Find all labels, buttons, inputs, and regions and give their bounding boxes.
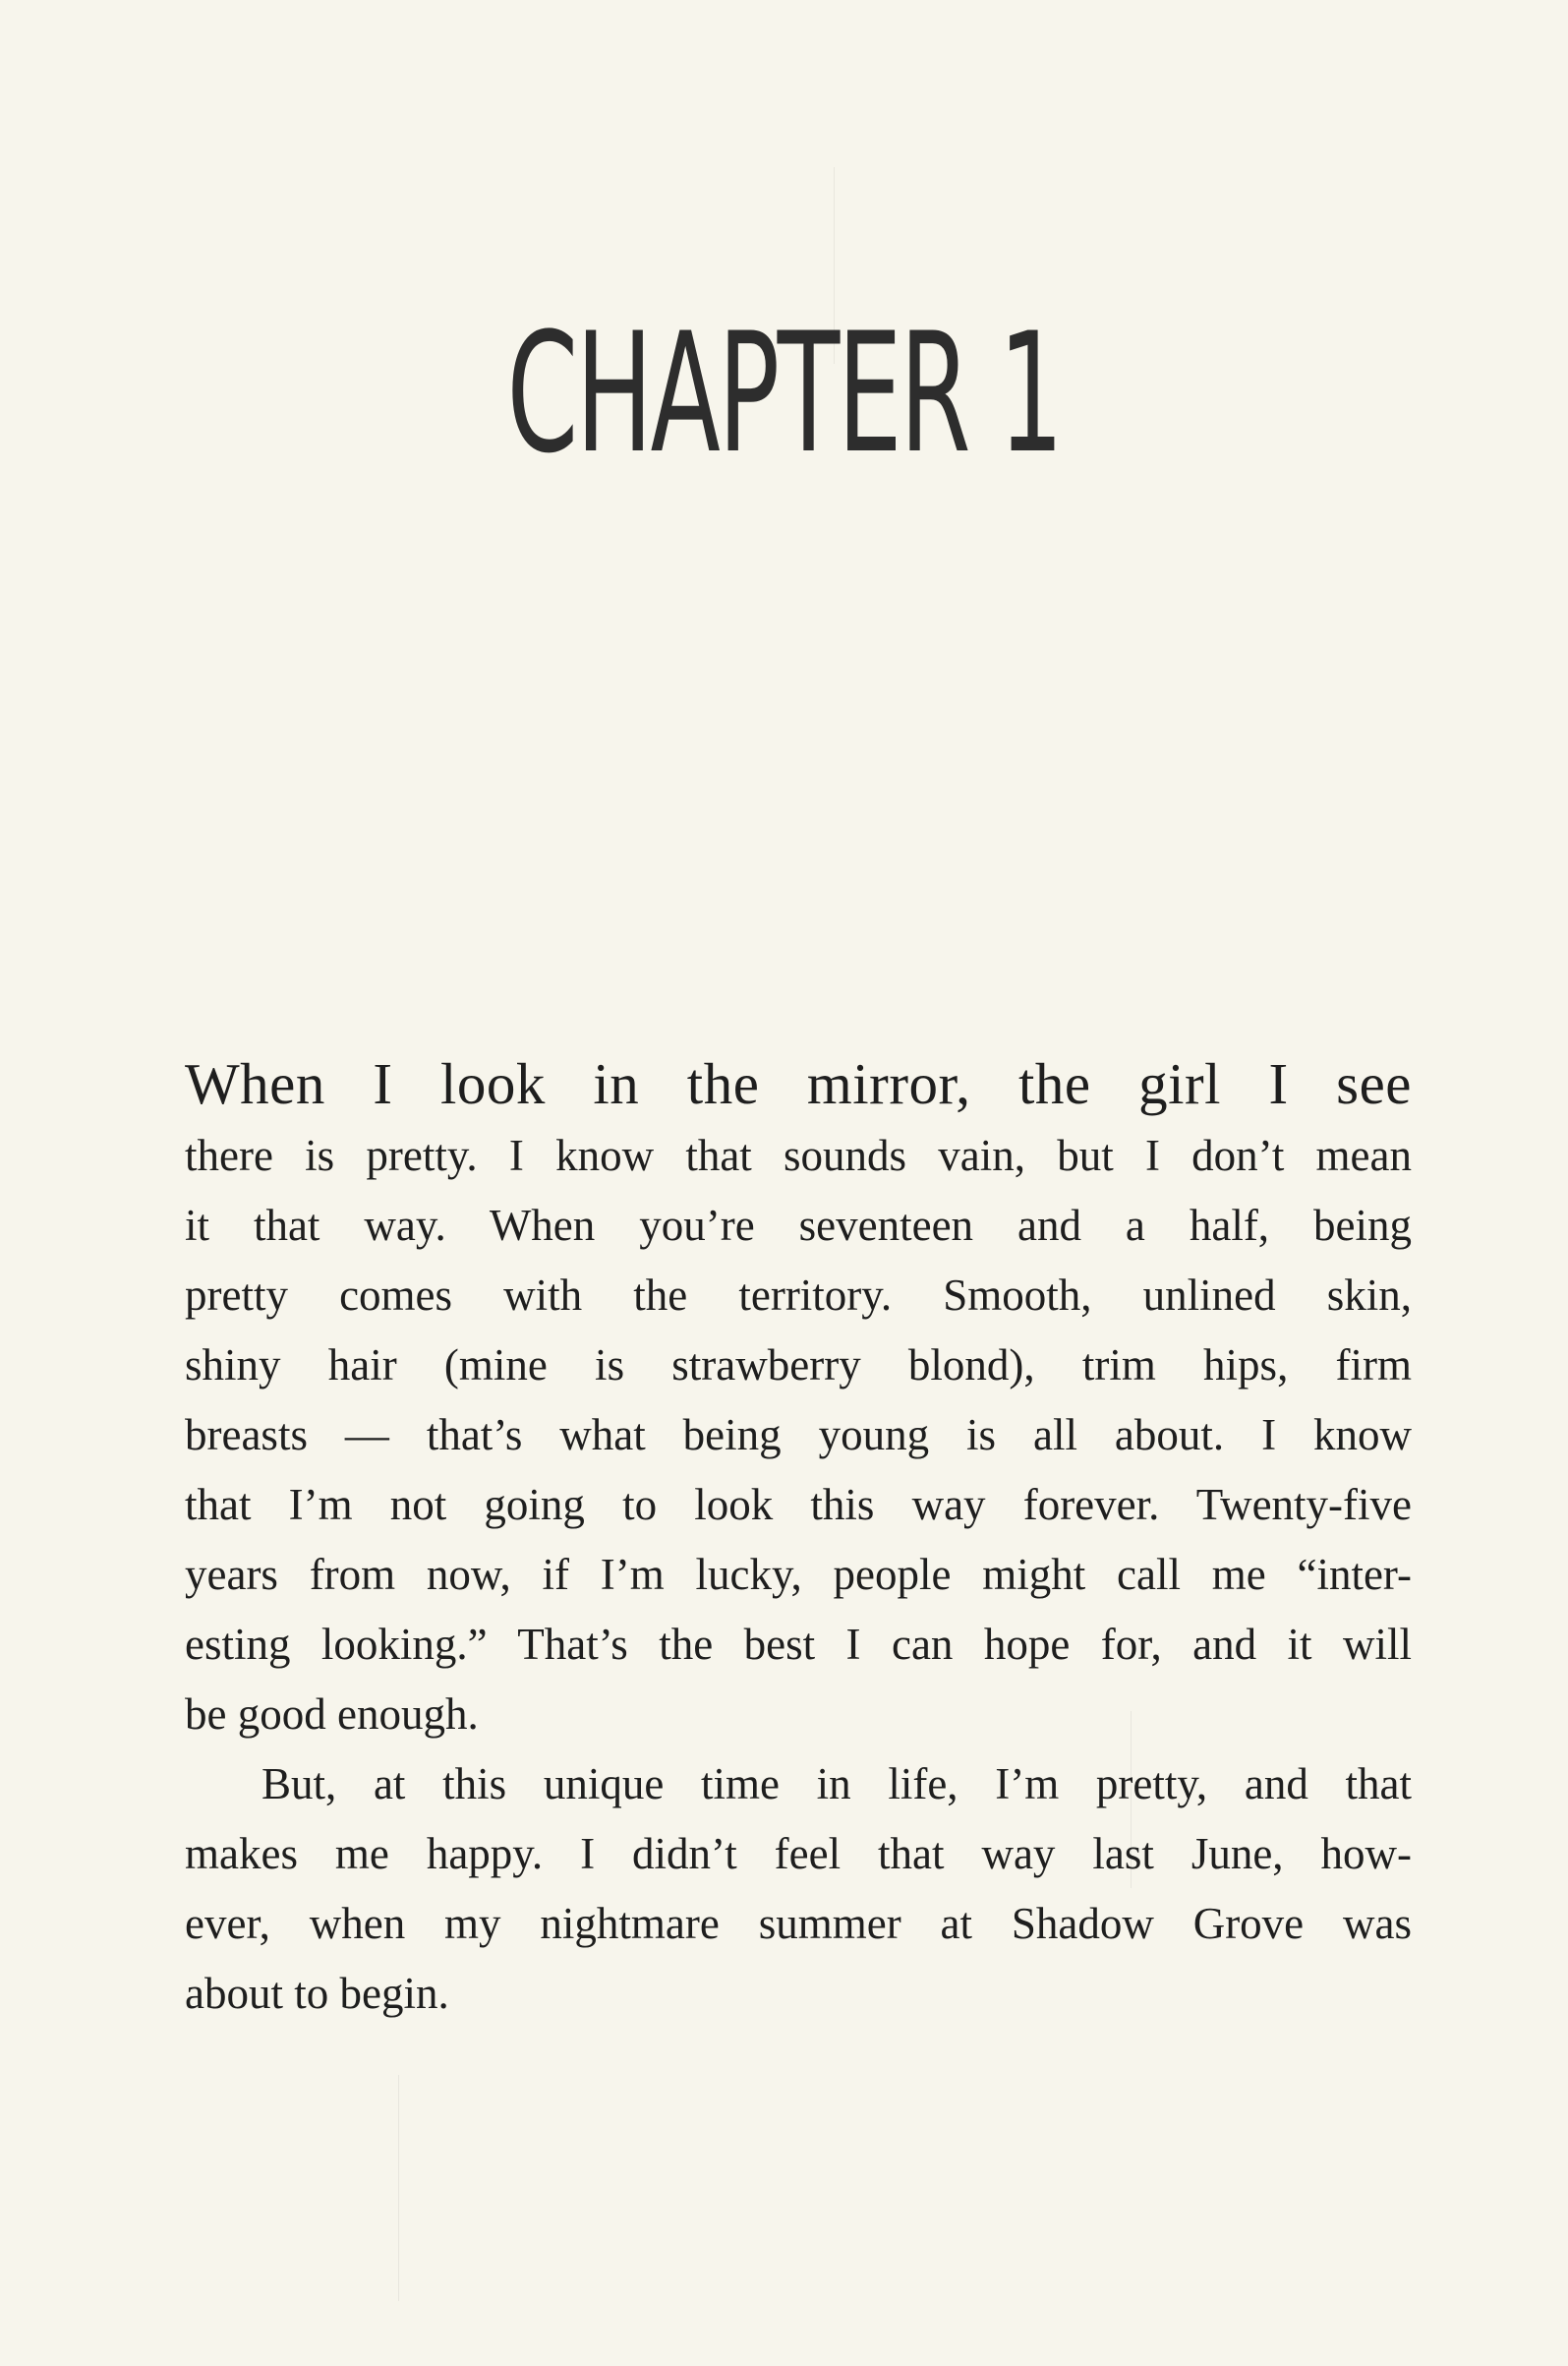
text-line: When I look in the mirror, the girl I see — [185, 1051, 1412, 1116]
text-line: there is pretty. I know that sounds vain, but I don’t mean — [185, 1131, 1412, 1180]
text-line: shiny hair (mine is strawberry blond), trim hips, firm — [185, 1340, 1412, 1390]
paragraph-1 — [185, 1046, 1412, 1749]
text-line: breasts — that’s what being young is all about. I know — [185, 1410, 1412, 1459]
text-line: it that way. When you’re seventeen and a half, being — [185, 1201, 1412, 1250]
text-line: ever, when my nightmare summer at Shadow Grove was — [185, 1899, 1412, 1948]
text-line: years from now, if I’m lucky, people might call me “inter- — [185, 1550, 1412, 1599]
chapter-body — [185, 1046, 1412, 2029]
text-line: esting looking.” That’s the best I can hope for, and it will — [185, 1620, 1412, 1669]
text-line: pretty comes with the territory. Smooth, unlined skin, — [185, 1271, 1412, 1320]
text-line: But, at this unique time in life, I’m pretty, and that — [261, 1759, 1412, 1808]
text-line: that I’m not going to look this way forever. Twenty-five — [185, 1480, 1412, 1529]
scan-streak — [398, 2075, 399, 2301]
text-line: makes me happy. I didn’t feel that way last June, how- — [185, 1829, 1412, 1878]
text-line: about to begin. — [185, 1969, 449, 2018]
text-line: be good enough. — [185, 1689, 479, 1739]
paragraph-2 — [185, 1749, 1412, 2029]
chapter-title: CHAPTER 1 — [506, 297, 1062, 490]
